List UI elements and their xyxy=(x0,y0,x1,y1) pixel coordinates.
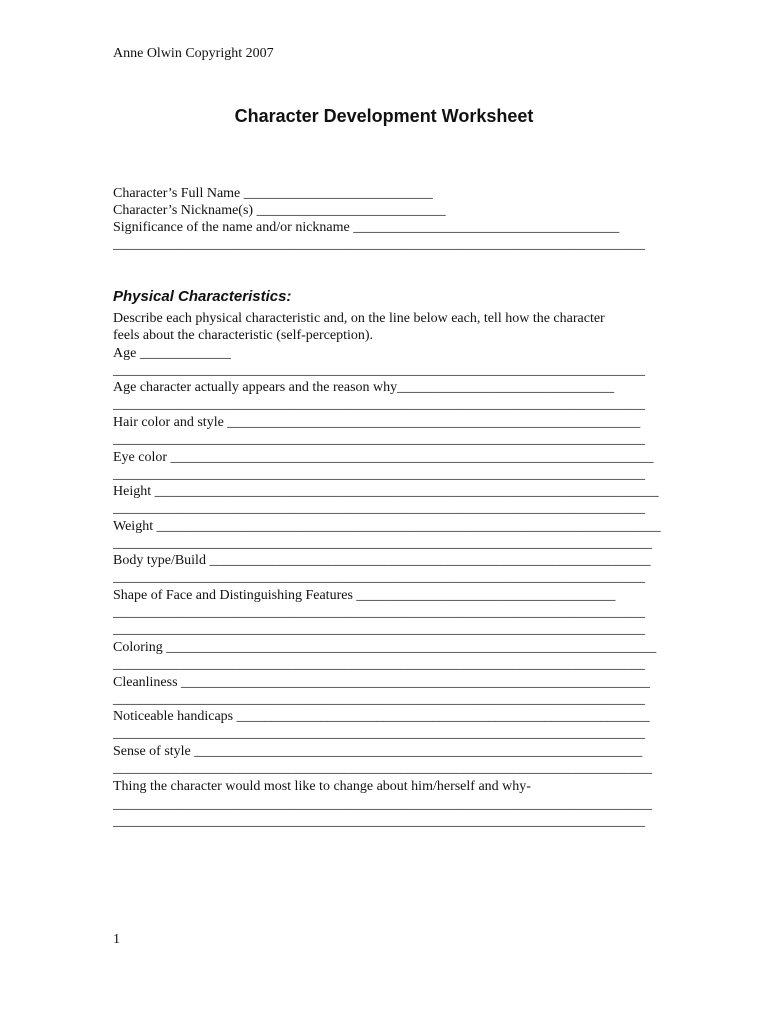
copyright-notice: Anne Olwin Copyright 2007 xyxy=(113,46,274,61)
apparent-age-perception-line[interactable]: ____________________________________________________________________________ xyxy=(113,397,645,412)
sense-of-style-perception-line[interactable]: _____________________________________________________________________________ xyxy=(113,761,652,776)
face-features-perception-line[interactable]: ____________________________________________________________________________ xyxy=(113,622,645,637)
coloring-perception-line[interactable]: ____________________________________________________________________________ xyxy=(113,657,645,672)
physical-intro-line-2: feels about the characteristic (self-perception). xyxy=(113,328,374,343)
name-significance-line[interactable]: Significance of the name and/or nickname ______________________________________ xyxy=(113,220,620,235)
age-line[interactable]: Age _____________ xyxy=(113,346,231,361)
cleanliness-perception-line[interactable]: ____________________________________________________________________________ xyxy=(113,692,645,707)
handicaps-perception-line[interactable]: ____________________________________________________________________________ xyxy=(113,726,645,741)
coloring-line[interactable]: Coloring ______________________________________________________________________ xyxy=(113,640,657,655)
age-perception-line[interactable]: ____________________________________________________________________________ xyxy=(113,363,645,378)
weight-line[interactable]: Weight ________________________________________________________________________ xyxy=(113,519,661,534)
apparent-age-line[interactable]: Age character actually appears and the reason why_______________________________ xyxy=(113,380,615,395)
face-features-continuation-line[interactable]: ____________________________________________________________________________ xyxy=(113,605,645,620)
eye-color-perception-line[interactable]: ____________________________________________________________________________ xyxy=(113,467,645,482)
handicaps-line[interactable]: Noticeable handicaps ___________________________________________________________ xyxy=(113,709,650,724)
change-wish-answer-line-1[interactable]: _____________________________________________________________________________ xyxy=(113,797,652,812)
name-significance-continuation-line[interactable]: ____________________________________________________________________________ xyxy=(113,237,645,252)
eye-color-line[interactable]: Eye color _____________________________________________________________________ xyxy=(113,450,654,465)
nickname-line[interactable]: Character’s Nickname(s) ___________________________ xyxy=(113,203,446,218)
change-wish-line: Thing the character would most like to change about him/herself and why- xyxy=(113,779,531,794)
cleanliness-line[interactable]: Cleanliness ___________________________________________________________________ xyxy=(113,675,651,690)
hair-line[interactable]: Hair color and style ___________________________________________________________ xyxy=(113,415,641,430)
face-features-line[interactable]: Shape of Face and Distinguishing Features _____________________________________ xyxy=(113,588,616,603)
body-type-perception-line[interactable]: ____________________________________________________________________________ xyxy=(113,570,645,585)
change-wish-answer-line-2[interactable]: ____________________________________________________________________________ xyxy=(113,814,645,829)
full-name-line[interactable]: Character’s Full Name ___________________________ xyxy=(113,186,433,201)
weight-perception-line[interactable]: _____________________________________________________________________________ xyxy=(113,536,652,551)
height-perception-line[interactable]: ____________________________________________________________________________ xyxy=(113,501,645,516)
page-title: Character Development Worksheet xyxy=(234,106,534,126)
physical-intro-line-1: Describe each physical characteristic and, on the line below each, tell how the character xyxy=(113,311,605,326)
height-line[interactable]: Height ________________________________________________________________________ xyxy=(113,484,659,499)
hair-perception-line[interactable]: ____________________________________________________________________________ xyxy=(113,432,645,447)
body-type-line[interactable]: Body type/Build _______________________________________________________________ xyxy=(113,553,651,568)
physical-characteristics-heading: Physical Characteristics: xyxy=(113,288,292,305)
page-number: 1 xyxy=(113,932,120,947)
sense-of-style-line[interactable]: Sense of style ________________________________________________________________ xyxy=(113,744,643,759)
